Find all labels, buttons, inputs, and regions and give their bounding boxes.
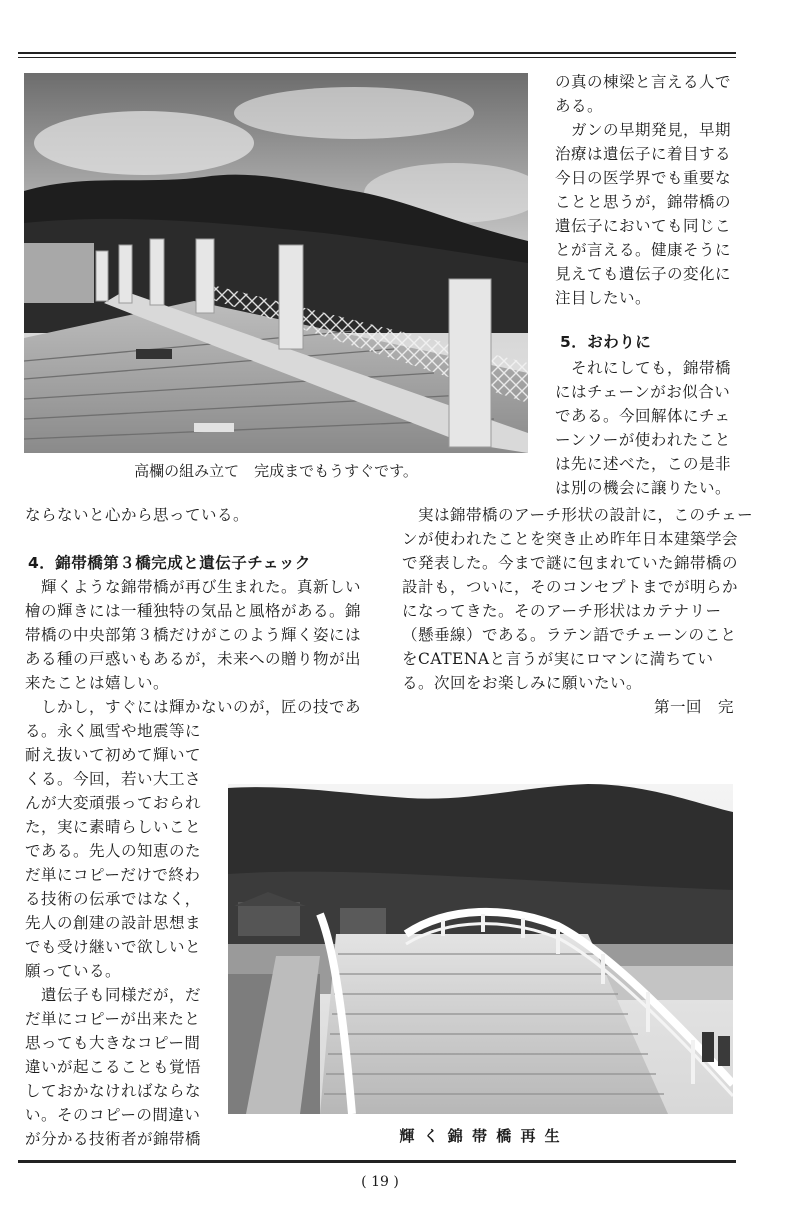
photo-restored-bridge	[228, 784, 733, 1114]
top-rule-thin	[18, 57, 736, 58]
photo2-caption: 輝 く 錦 帯 橋 再 生	[399, 1127, 562, 1145]
bottom-rule	[18, 1160, 736, 1163]
left-continuation-text: ならないと心から思っている。	[25, 506, 250, 524]
section4-body-narrow: る。永く風雪や地震等に 耐え抜いて初めて輝いて くる。今回，若い大工さ んが大変頑張っておられ た，実に素晴らしいこと である。先人の知恵のた だ単にコピーだけで終わ る技術の伝承ではなく， 先人の創建の設計思想ま でも受け継いで欲しいと 願っている。 遺伝子も同様だが，だ だ単にコピーが出来たと 思っても大きなコピー間 違いが起こることも覚悟 しておかなければならな い。そのコピーの間違い が分かる技術者が錦帯橋	[25, 722, 202, 1148]
page-number: ( 19 )	[361, 1174, 399, 1190]
right-column-top-text: の真の棟梁と言える人で ある。 ガンの早期発見，早期 治療は遺伝子に着目する 今日の医学界でも重要な ことと思うが，錦帯橋の 遺伝子においても同じこ とが言える。健康そうに 見えても遺伝子の変化に 注目したい。	[555, 73, 732, 307]
right-column-mid-text: 実は錦帯橋のアーチ形状の設計に，このチェー ンが使われたことを突き止め昨年日本建築学会 で発表した。今まで謎に包まれていた錦帯橋の 設計も，ついに，そのコンセプトまでが明らか になってきた。そのアーチ形状はカテナリー （懸垂線）である。ラテン語でチェーンのこと をCATENAと言うが実にロマンに満ちてい る。次回をお楽しみに願いたい。	[402, 506, 754, 692]
photo-railing-assembly	[24, 73, 528, 453]
series-end-mark: 第一回 完	[653, 698, 734, 716]
section4-body-wide: 輝くような錦帯橋が再び生まれた。真新しい 檜の輝きには一種独特の気品と風格がある。錦 帯橋の中央部第３橋だけがこのよう輝く姿には ある種の戸惑いもあるが，未来への贈り物が出 来たことは嬉しい。 しかし，すぐには輝かないのが，匠の技であ	[25, 578, 362, 716]
photo1-caption: 高欄の組み立て 完成までもうすぐです。	[134, 462, 418, 480]
section5-text: それにしても，錦帯橋 にはチェーンがお似合い である。今回解体にチェ ーンソーが使われたこと は先に述べた，この是非 は別の機会に譲りたい。	[555, 359, 732, 497]
section5-heading: 5．おわりに	[560, 333, 652, 351]
top-rule-thick	[18, 52, 736, 54]
section4-heading: 4．錦帯橋第３橋完成と遺伝子チェック	[28, 554, 311, 572]
